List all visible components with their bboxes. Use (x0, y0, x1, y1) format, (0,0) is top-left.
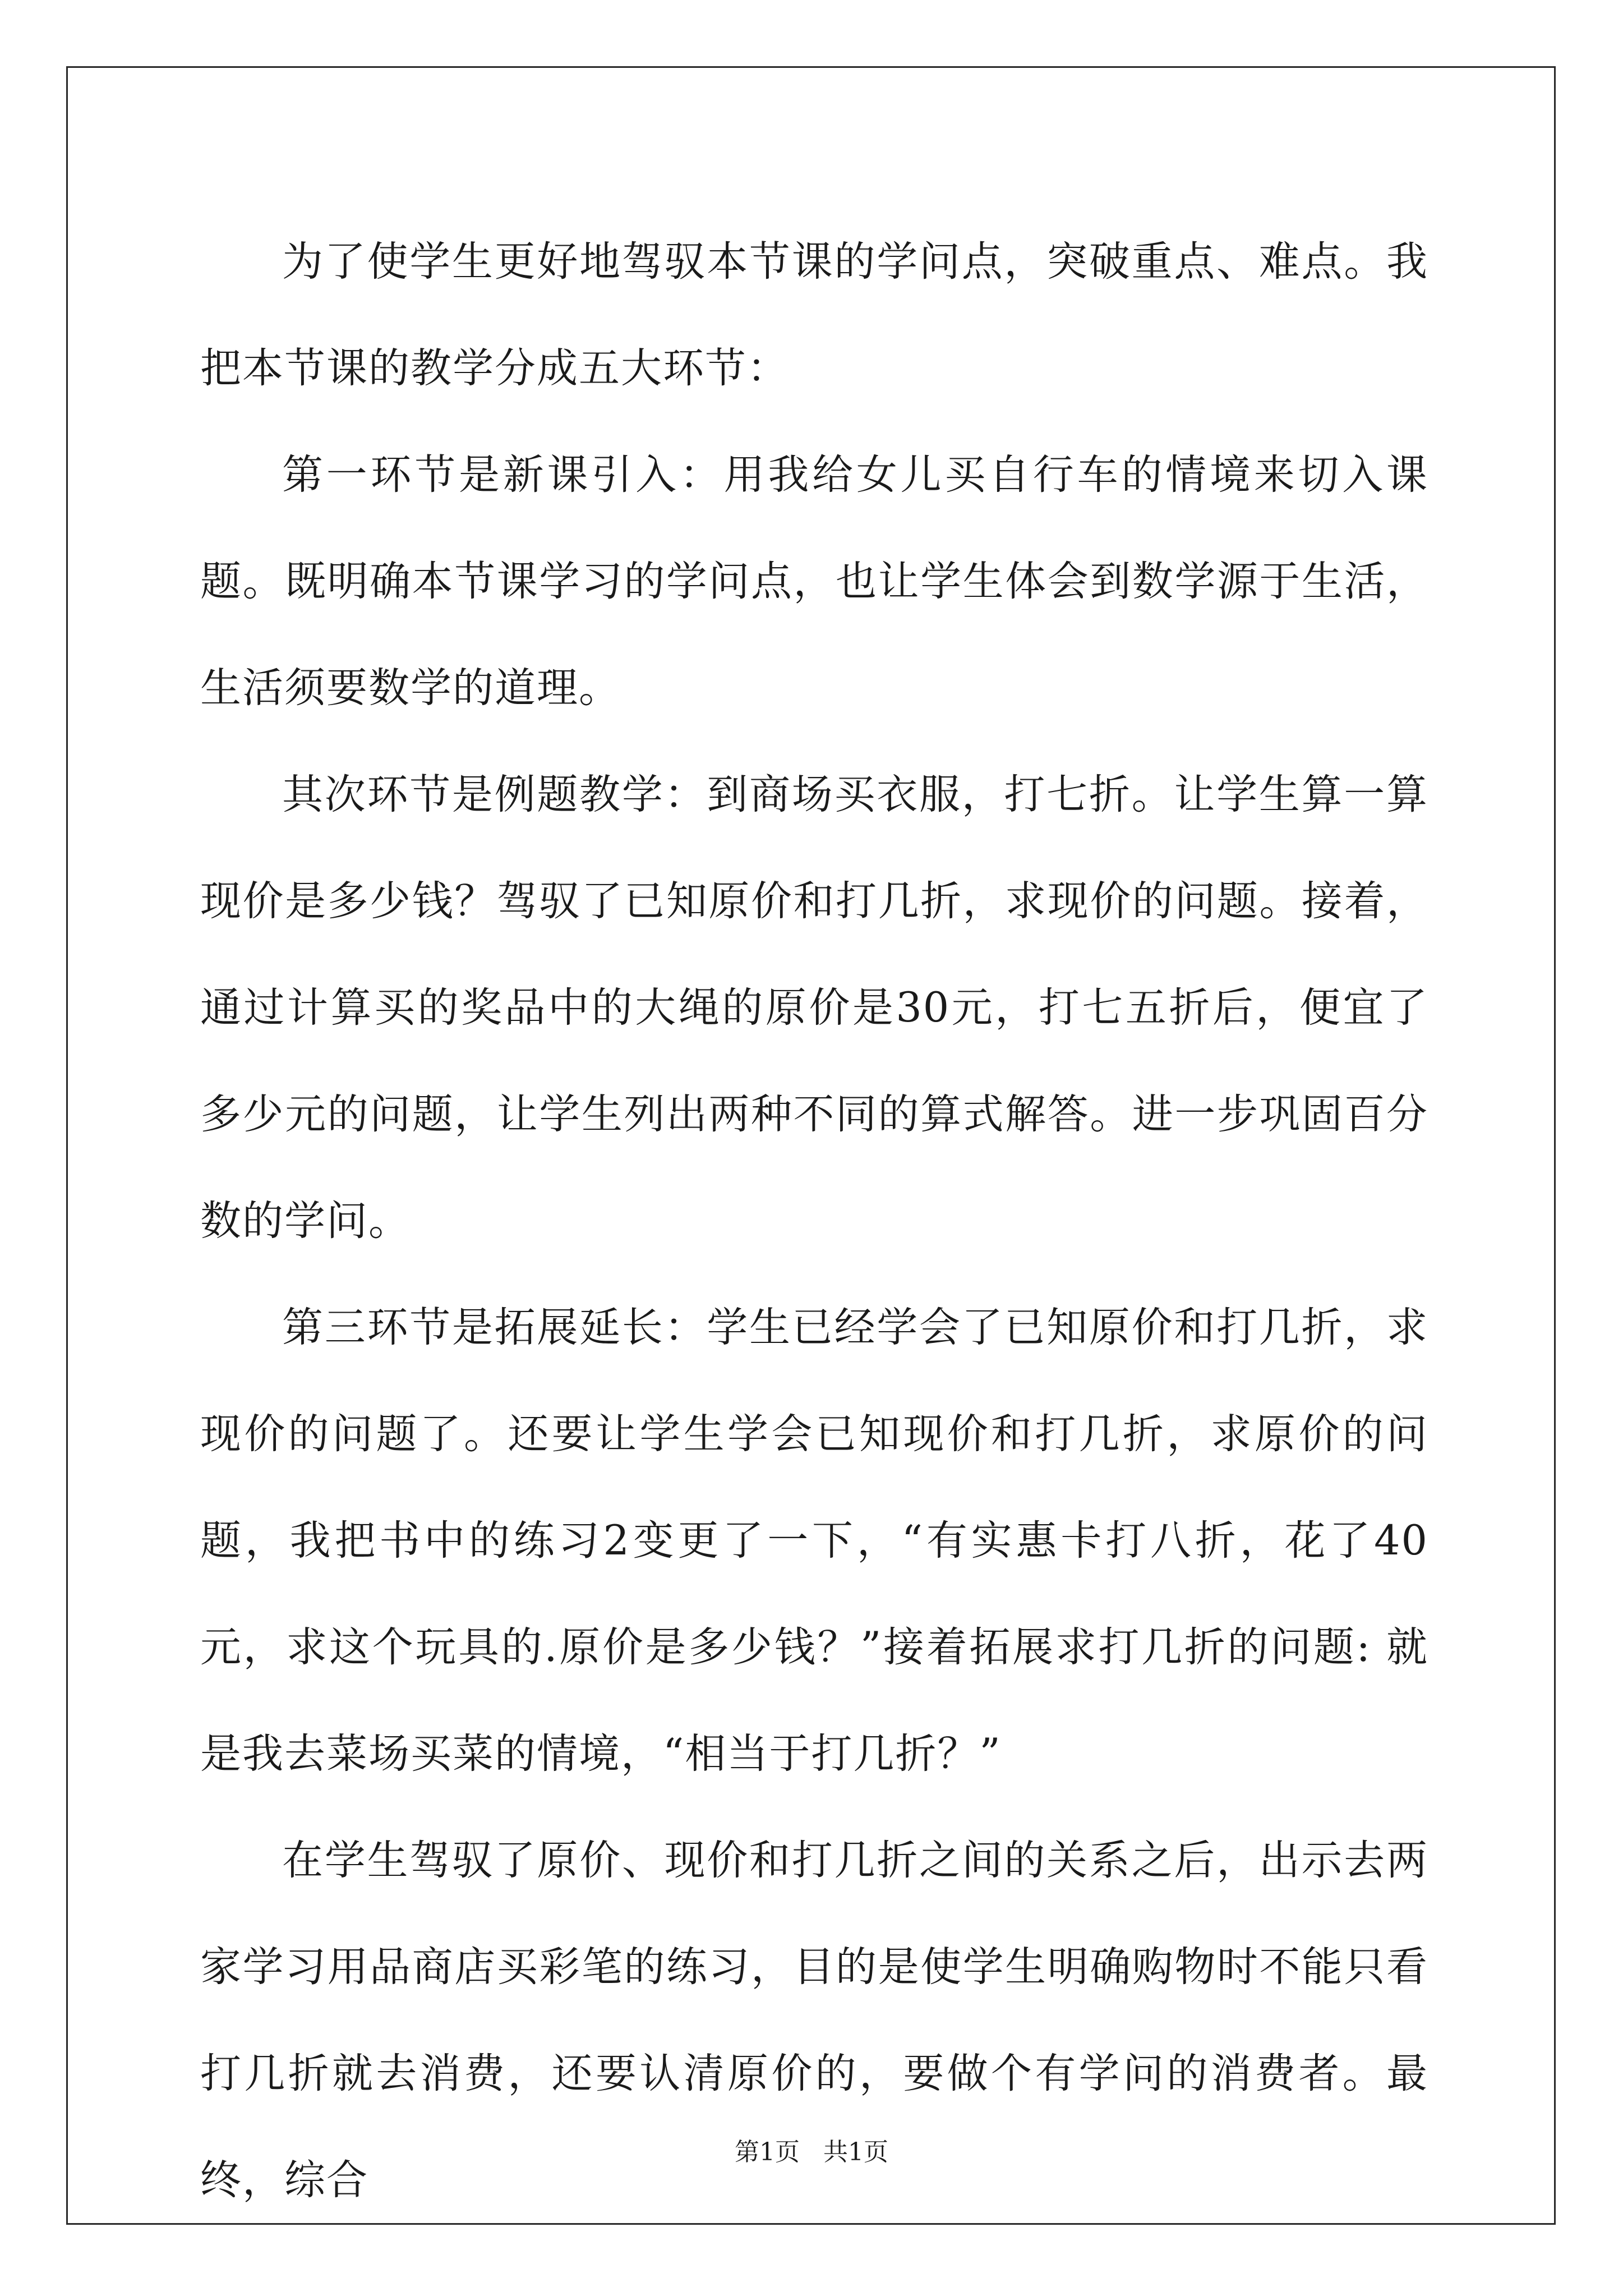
page-number-footer: 第1页 共1页 (735, 2138, 888, 2166)
paragraph-2: 第一环节是新课引入：用我给女儿买自行车的情境来切入课题。既明确本节课学习的学问点，也让学生体会到数学源于生活，生活须要数学的道理。 (200, 451, 1428, 712)
paragraph-3: 其次环节是例题教学：到商场买衣服，打七折。让学生算一算现价是多少钱？驾驭了已知原价和打几折，求现价的问题。接着，通过计算买的奖品中的大绳的原价是30元，打七五折后，便宜了多少元的问题，让学生列出两种不同的算式解答。进一步巩固百分数的学问。 (200, 771, 1428, 1245)
paragraph-4: 第三环节是拓展延长：学生已经学会了已知原价和打几折，求现价的问题了。还要让学生学会已知现价和打几折，求原价的问题，我把书中的练习2变更了一下，“有实惠卡打八折，花了40元，求这个玩具的.原价是多少钱？”接着拓展求打几折的问题: 就是我去菜场买菜的情境，“相当于打几折？” (200, 1304, 1428, 1778)
paragraph-5: 在学生驾驭了原价、现价和打几折之间的关系之后，出示去两家学习用品商店买彩笔的练习，目的是使学生明确购物时不能只看打几折就去消费，还要认清原价的，要做个有学问的消费者。最终，综合 (200, 1837, 1428, 2204)
paragraph-1: 为了使学生更好地驾驭本节课的学问点，突破重点、难点。我把本节课的教学分成五大环节： (200, 238, 1428, 392)
document-body (200, 209, 1428, 2234)
